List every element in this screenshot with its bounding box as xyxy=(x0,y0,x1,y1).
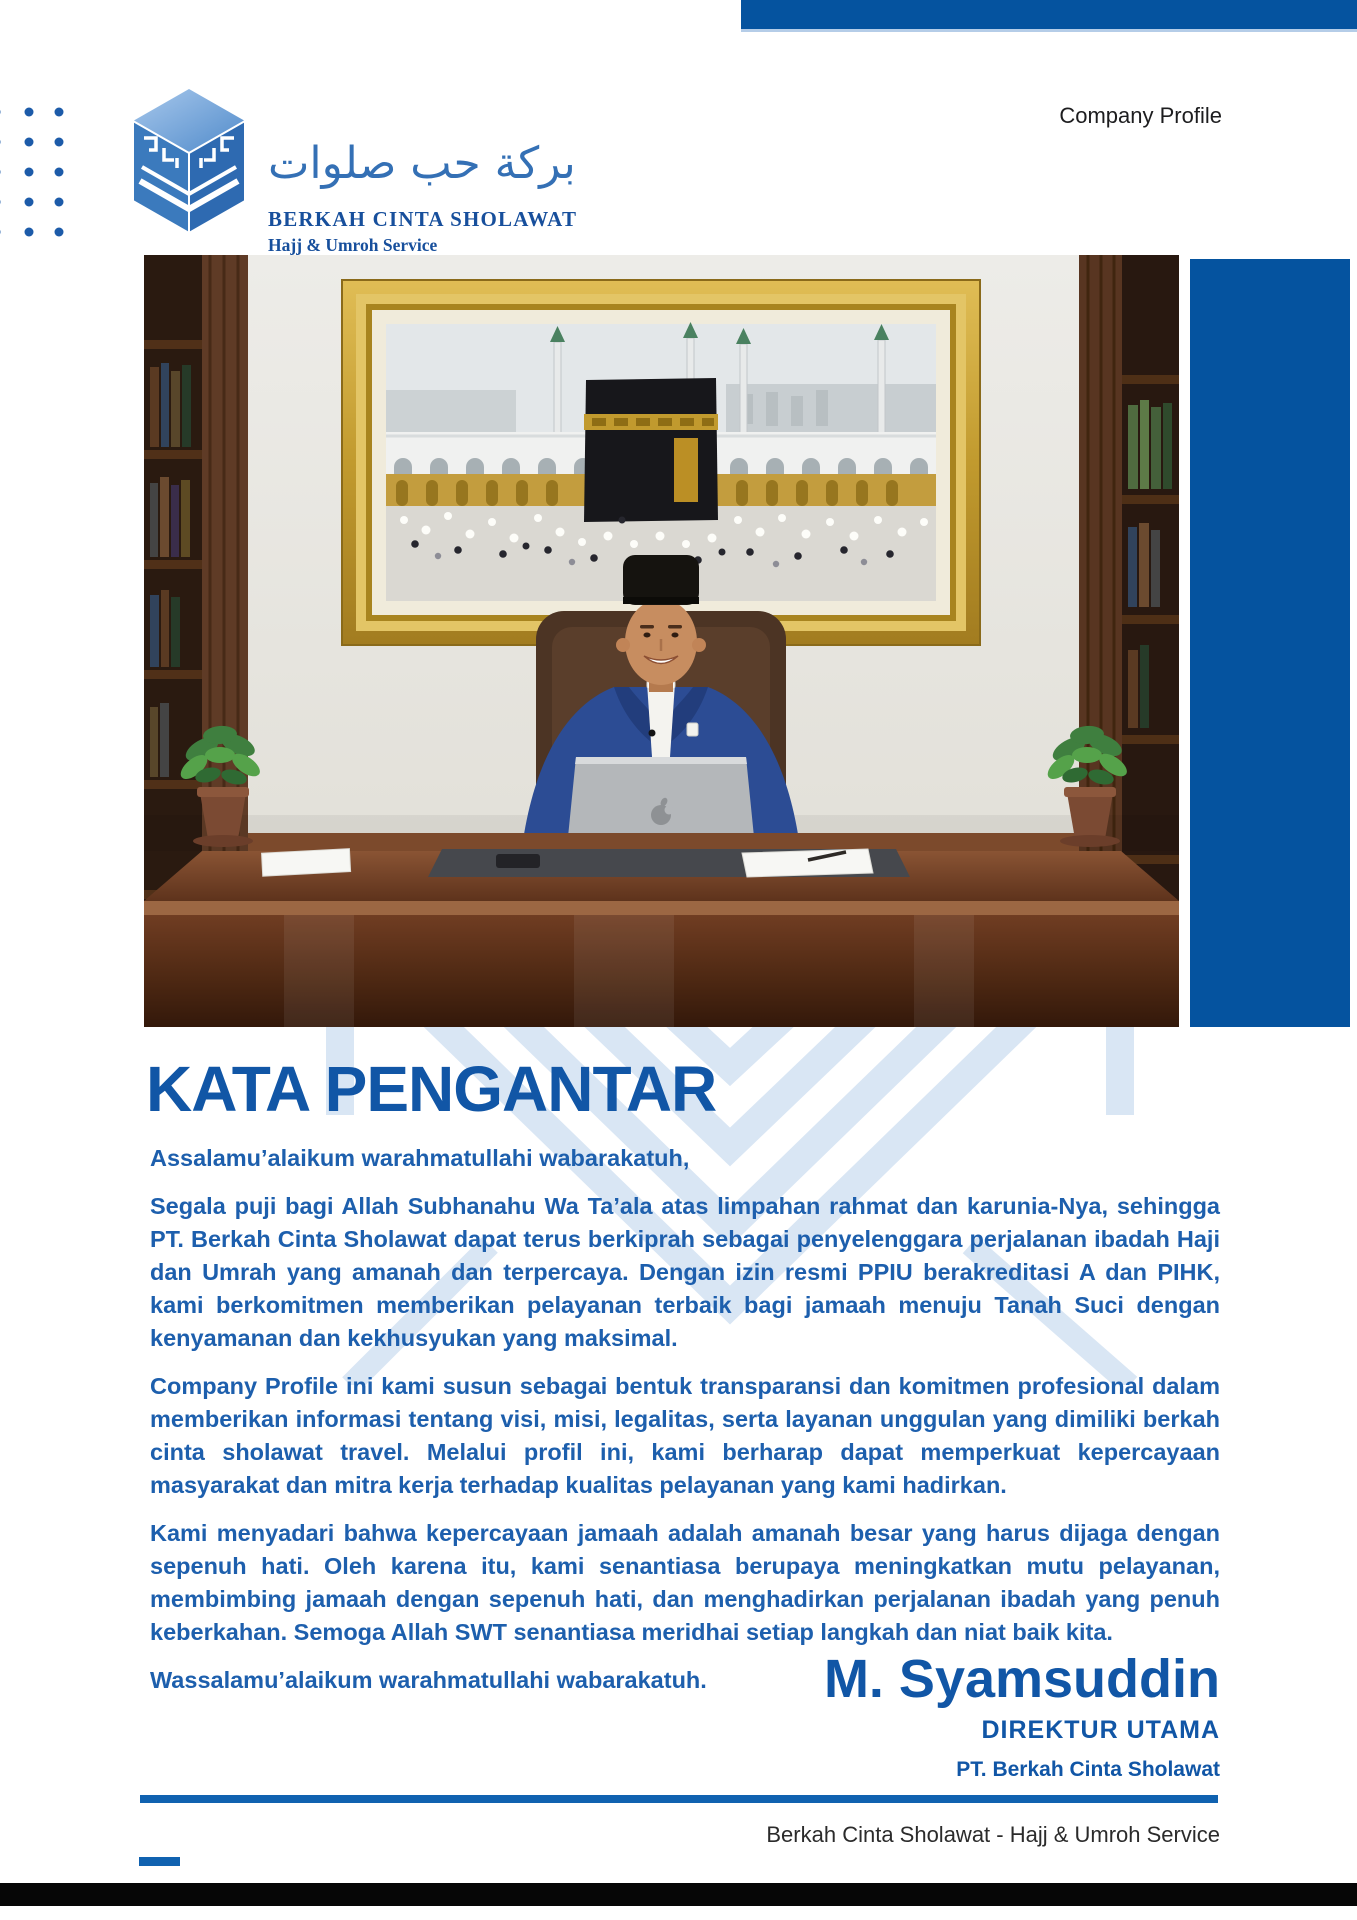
top-accent-bar xyxy=(741,0,1357,32)
paragraph-2: Company Profile ini kami susun sebagai bentuk transparansi dan komitmen profesional dalam memberikan informasi tentang visi, misi, legalitas, serta layanan unggulan yang dimiliki berkah cinta sholawat travel. Melalui profil ini, kami berharap dapat memperkuat kepercayaan masyarakat dan mitra kerja terhadap kualitas pelayanan yang kami hadirkan. xyxy=(150,1373,1220,1498)
bottom-edge-bar xyxy=(0,1883,1357,1906)
paragraph-3: Kami menyadari bahwa kepercayaan jamaah adalah amanah besar yang harus dijaga dengan sepenuh hati. Oleh karena itu, kami senantiasa berupaya meningkatkan mutu pelayanan, membimbing jamaah dengan sepenuh hati, dan menghadirkan perjalanan ibadah yang penuh keberkahan. Semoga Allah SWT senantiasa meridhai setiap langkah dan niat baik kita. xyxy=(150,1520,1220,1645)
footer-text: Berkah Cinta Sholawat - Hajj & Umroh Service xyxy=(766,1822,1220,1847)
logo-arabic-text: بركة حب صلوات xyxy=(268,138,576,189)
paragraph-1: Segala puji bagi Allah Subhanahu Wa Ta’ala atas limpahan rahmat dan karunia-Nya, sehingga PT. Berkah Cinta Sholawat dapat terus berkiprah sebagai penyelenggara perjalanan ibadah Haji dan Umrah yang amanah dan terpercaya. Dengan izin resmi PPIU berakreditasi A dan PIHK, kami berkomitmen memberikan pelayanan terbaik bagi jamaah menuju Tanah Suci dengan kenyamanan dan kekhusyukan yang maksimal. xyxy=(150,1193,1220,1351)
signature-name: M. Syamsuddin xyxy=(823,1649,1220,1709)
paragraph-opening-salutation: Assalamu’alaikum warahmatullahi wabarakatuh, xyxy=(150,1145,690,1171)
director-office-photo xyxy=(144,255,1179,1027)
dot-grid-decoration xyxy=(0,104,68,244)
foreword-body xyxy=(150,1142,1220,1712)
footer-page-marker xyxy=(139,1857,180,1866)
company-profile-label: Company Profile xyxy=(1059,103,1222,128)
paragraph-closing-salutation: Wassalamu’alaikum warahmatullahi wabarakatuh. xyxy=(150,1667,707,1693)
signature-company: PT. Berkah Cinta Sholawat xyxy=(956,1758,1220,1782)
signature-title: DIREKTUR UTAMA xyxy=(981,1716,1220,1745)
signature-block xyxy=(824,1650,1220,1782)
logo-company-name: BERKAH CINTA SHOLAWAT xyxy=(268,207,578,231)
footer-divider xyxy=(140,1795,1218,1803)
page-title: KATA PENGANTAR xyxy=(146,1053,717,1125)
logo-tagline: Hajj & Umroh Service xyxy=(268,235,438,255)
right-accent-bar xyxy=(1190,259,1350,1027)
company-logo-cube-icon xyxy=(130,86,248,236)
